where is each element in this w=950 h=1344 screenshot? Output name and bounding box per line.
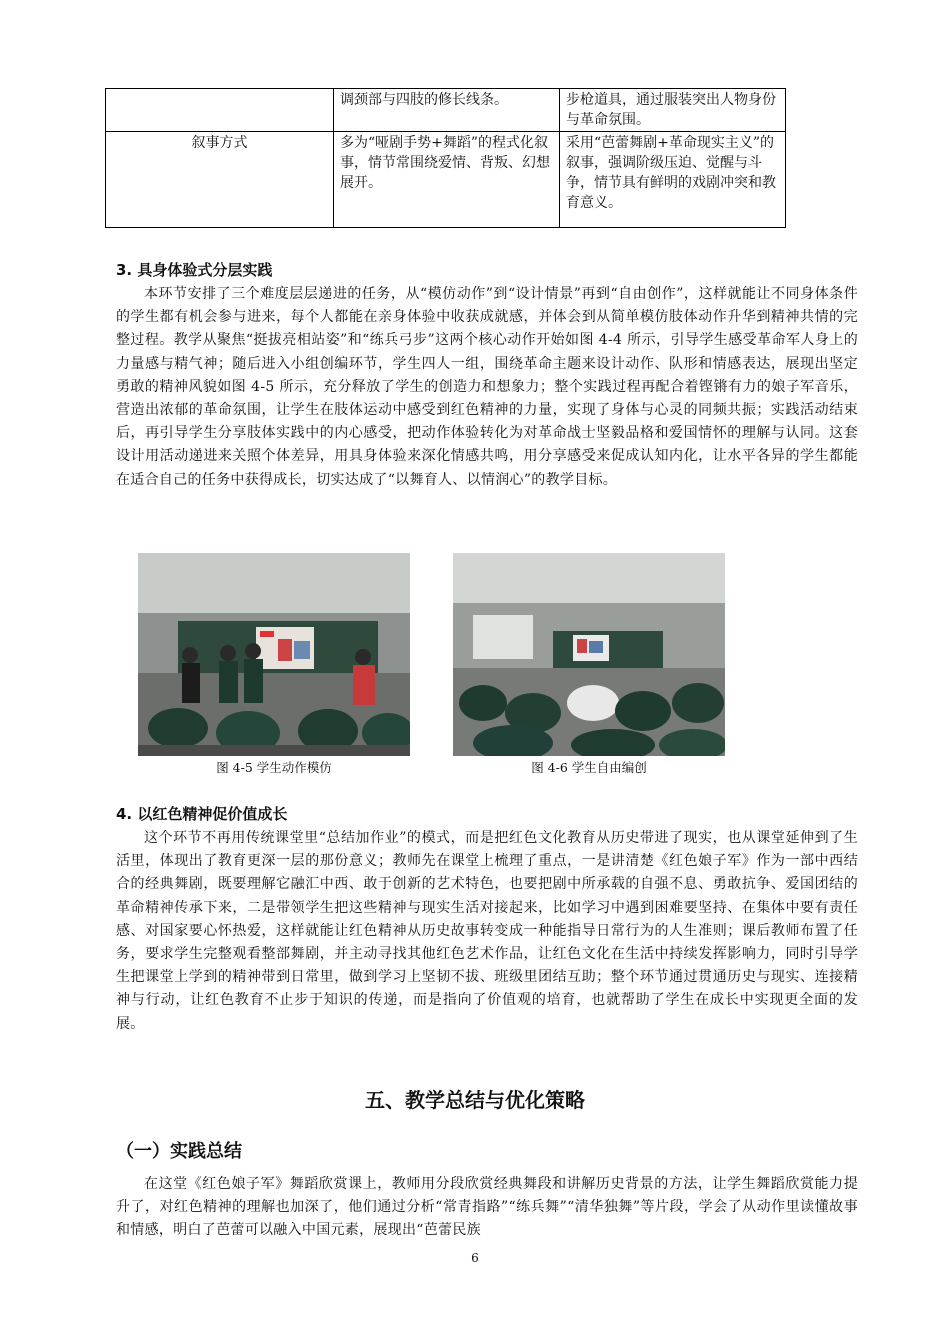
section-3-paragraph: 本环节安排了三个难度层层递进的任务，从“模仿动作”到“设计情景”再到“自由创作”，这样就能让不同身体条件的学生都有机会参与进来，每个人都能在亲身体验中收获成就感，并体会到从简单模仿肢体动作升华到精神共情的完整过程。教学从聚焦“挺拔亮相站姿”和“练兵弓步”这两个核心动作开始如图 4-4 所示，引导学生感受革命军人身上的力量感与精气神；随后进入小组创编环节，学生四人一组，围绕革命主题来设计动作、队形和情感表达，展现出坚定勇敢的精神风貌如图 4-5 所示，充分释放了学生的创造力和想象力；整个实践过程再配合着铿锵有力的娘子军音乐，营造出浓郁的革命氛围，让学生在肢体运动中感受到红色精神的力量，实现了身体与心灵的同频共振；实践活动结束后，再引导学生分享肢体实践中的内心感受，把动作体验转化为对革命战士坚毅品格和爱国情怀的理解与认同。这套设计用活动递进来关照个体差异，用具身体验来深化情感共鸣，用分享感受来促成认知内化，让水平各异的学生都能在适合自己的任务中获得成长，切实达成了“以舞育人、以情润心”的教学目标。	[116, 286, 858, 488]
subsection-heading: （一）实践总结	[116, 1141, 242, 1162]
comparison-table	[105, 88, 786, 228]
table-row	[106, 89, 786, 132]
figure-caption-4-6: 图 4-6 学生自由编创	[531, 760, 647, 775]
section-heading-4: 4. 以红色精神促价值成长	[116, 805, 288, 823]
figure-caption-4-5: 图 4-5 学生动作模仿	[216, 760, 332, 775]
table-cell-label: 叙事方式	[106, 132, 334, 228]
table-cell: 调颈部与四肢的修长线条。	[334, 89, 560, 132]
table-cell: 多为“哑剧手势+舞蹈”的程式化叙事，情节常围绕爱情、背叛、幻想展开。	[334, 132, 560, 228]
practice-summary-paragraph: 在这堂《红色娘子军》舞蹈欣赏课上，教师用分段欣赏经典舞段和讲解历史背景的方法，让学生舞蹈欣赏能力提升了，对红色精神的理解也加深了，他们通过分析“常青指路”“练兵舞”“清华独舞”等片段，学会了从动作里读懂故事和情感，明白了芭蕾可以融入中国元素，展现出“芭蕾民族	[116, 1176, 858, 1239]
section-heading-3: 3. 具身体验式分层实践	[116, 261, 273, 279]
classroom-photo-creation	[453, 553, 725, 756]
table-row	[106, 132, 786, 228]
chapter-heading: 五、教学总结与优化策略	[365, 1088, 585, 1112]
section-4-paragraph: 这个环节不再用传统课堂里“总结加作业”的模式，而是把红色文化教育从历史带进了现实，也从课堂延伸到了生活里，体现出了教育更深一层的那份意义；教师先在课堂上梳理了重点，一是讲清楚《红色娘子军》作为一部中西结合的经典舞剧，既要理解它融汇中西、敢于创新的艺术特色，也要把剧中所承载的自强不息、勇敢抗争、爱国团结的革命精神传承下来，二是带领学生把这些精神与现实生活对接起来，比如学习中遇到困难要坚持、在集体中要有责任感、对国家要心怀热爱，这样就能让红色精神从历史故事转变成一种能指导日常行为的人生准则；课后教师布置了任务，要求学生完整观看整部舞剧，并主动寻找其他红色艺术作品，让红色文化在生活中持续发挥影响力，同时引导学生把课堂上学到的精神带到日常里，做到学习上坚韧不拔、班级里团结互助；整个环节通过贯通历史与现实、连接精神与行动，让红色教育不止步于知识的传递，而是指向了价值观的培育，也就帮助了学生在成长中实现更全面的发展。	[116, 830, 858, 1032]
table-cell: 步枪道具，通过服装突出人物身份与革命氛围。	[560, 89, 786, 132]
page-number: 6	[471, 1251, 479, 1265]
classroom-photo-imitation	[138, 553, 410, 756]
table-cell: 采用“芭蕾舞剧+革命现实主义”的叙事，强调阶级压迫、觉醒与斗争，情节具有鲜明的戏剧冲突和教育意义。	[560, 132, 786, 228]
table-cell-label	[106, 89, 334, 132]
